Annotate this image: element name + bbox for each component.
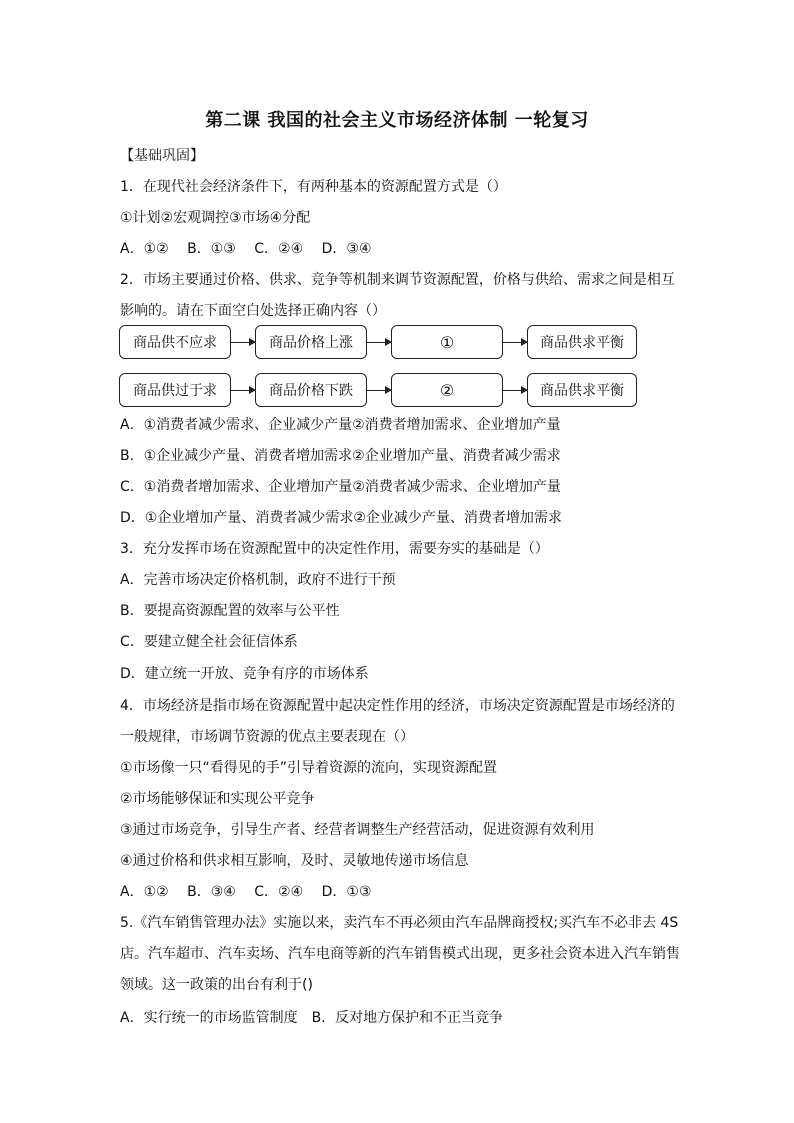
flow-arrow bbox=[503, 390, 527, 391]
question-2-stem-line1: 2．市场主要通过价格、供求、竞争等机制来调节资源配置，价格与供给、需求之间是相互 bbox=[120, 272, 675, 288]
question-4-stem-line2: 一般规律，市场调节资源的优点主要表现在（） bbox=[120, 729, 414, 745]
question-3-option-d: D．建立统一开放、竞争有序的市场体系 bbox=[120, 666, 369, 682]
flow-box-label: 商品供不应求 bbox=[133, 335, 217, 351]
question-5-stem-line3: 领域。这一政策的出台有利于() bbox=[120, 977, 313, 993]
flow-box-label: ② bbox=[439, 380, 455, 400]
flow-box-label: 商品供过于求 bbox=[133, 383, 217, 399]
flow-box-label: 商品价格下跌 bbox=[269, 383, 353, 399]
question-2-option-d: D．①企业增加产量、消费者减少需求②企业减少产量、消费者增加需求 bbox=[120, 510, 562, 526]
flow-arrow bbox=[231, 390, 255, 391]
question-5-options-ab: A．实行统一的市场监管制度 B．反对地方保护和不正当竞争 bbox=[120, 1010, 504, 1026]
flow-box-balance bbox=[527, 373, 637, 407]
flow-box-label: 商品价格上涨 bbox=[269, 335, 353, 351]
flow-box-blank-2 bbox=[391, 373, 503, 407]
question-4-item-4: ④通过价格和供求相互影响，及时、灵敏地传递市场信息 bbox=[120, 853, 469, 869]
question-2-option-c: C．①消费者增加需求、企业增加产量②消费者减少需求、企业增加产量 bbox=[120, 479, 561, 495]
question-4-stem-line1: 4．市场经济是指市场在资源配置中起决定性作用的经济，市场决定资源配置是市场经济的 bbox=[120, 698, 675, 714]
question-3-option-b: B．要提高资源配置的效率与公平性 bbox=[120, 603, 340, 619]
question-1-items: ①计划②宏观调控③市场④分配 bbox=[120, 210, 311, 226]
flow-box-label: 商品供求平衡 bbox=[540, 383, 624, 399]
question-5-stem-line2: 店。汽车超市、汽车卖场、汽车电商等新的汽车销售模式出现，更多社会资本进入汽车销售 bbox=[120, 946, 680, 962]
question-3-option-a: A．完善市场决定价格机制，政府不进行干预 bbox=[120, 572, 396, 588]
question-1-stem: 1．在现代社会经济条件下，有两种基本的资源配置方式是（） bbox=[120, 179, 507, 195]
question-5-stem-line1: 5.《汽车销售管理办法》实施以来，卖汽车不再必须由汽车品牌商授权;买汽车不必非去 4S bbox=[120, 915, 679, 931]
flow-arrow bbox=[503, 342, 527, 343]
question-4-item-2: ②市场能够保证和实现公平竞争 bbox=[120, 791, 315, 807]
question-2-stem-line2: 影响的。请在下面空白处选择正确内容（） bbox=[120, 303, 386, 319]
flow-box-shortage bbox=[119, 325, 231, 359]
question-3-option-c: C．要建立健全社会征信体系 bbox=[120, 634, 298, 650]
question-4-item-1: ①市场像一只“看得见的手”引导着资源的流向，实现资源配置 bbox=[120, 760, 498, 776]
question-1-options: A．①② B．①③ C．②④ D．③④ bbox=[120, 241, 372, 257]
section-heading: 【基础巩固】 bbox=[120, 148, 204, 164]
question-2-option-a: A．①消费者减少需求、企业减少产量②消费者增加需求、企业增加产量 bbox=[120, 417, 561, 433]
flow-arrow bbox=[231, 342, 255, 343]
flow-box-blank-1 bbox=[391, 325, 503, 359]
page-title: 第二课 我国的社会主义市场经济体制 一轮复习 bbox=[205, 110, 589, 131]
flow-box-label: ① bbox=[439, 332, 455, 352]
question-4-options: A．①② B．③④ C．②④ D．①③ bbox=[120, 884, 372, 900]
flow-arrow bbox=[367, 390, 391, 391]
flow-box-surplus bbox=[119, 373, 231, 407]
flow-box-price-up bbox=[255, 325, 367, 359]
flow-arrow bbox=[367, 342, 391, 343]
question-4-item-3: ③通过市场竞争，引导生产者、经营者调整生产经营活动，促进资源有效利用 bbox=[120, 822, 595, 838]
flow-box-price-down bbox=[255, 373, 367, 407]
question-3-stem: 3．充分发挥市场在资源配置中的决定性作用，需要夯实的基础是（） bbox=[120, 541, 549, 557]
flow-box-balance bbox=[527, 325, 637, 359]
flow-box-label: 商品供求平衡 bbox=[540, 335, 624, 351]
question-2-option-b: B．①企业减少产量、消费者增加需求②企业增加产量、消费者减少需求 bbox=[120, 448, 561, 464]
